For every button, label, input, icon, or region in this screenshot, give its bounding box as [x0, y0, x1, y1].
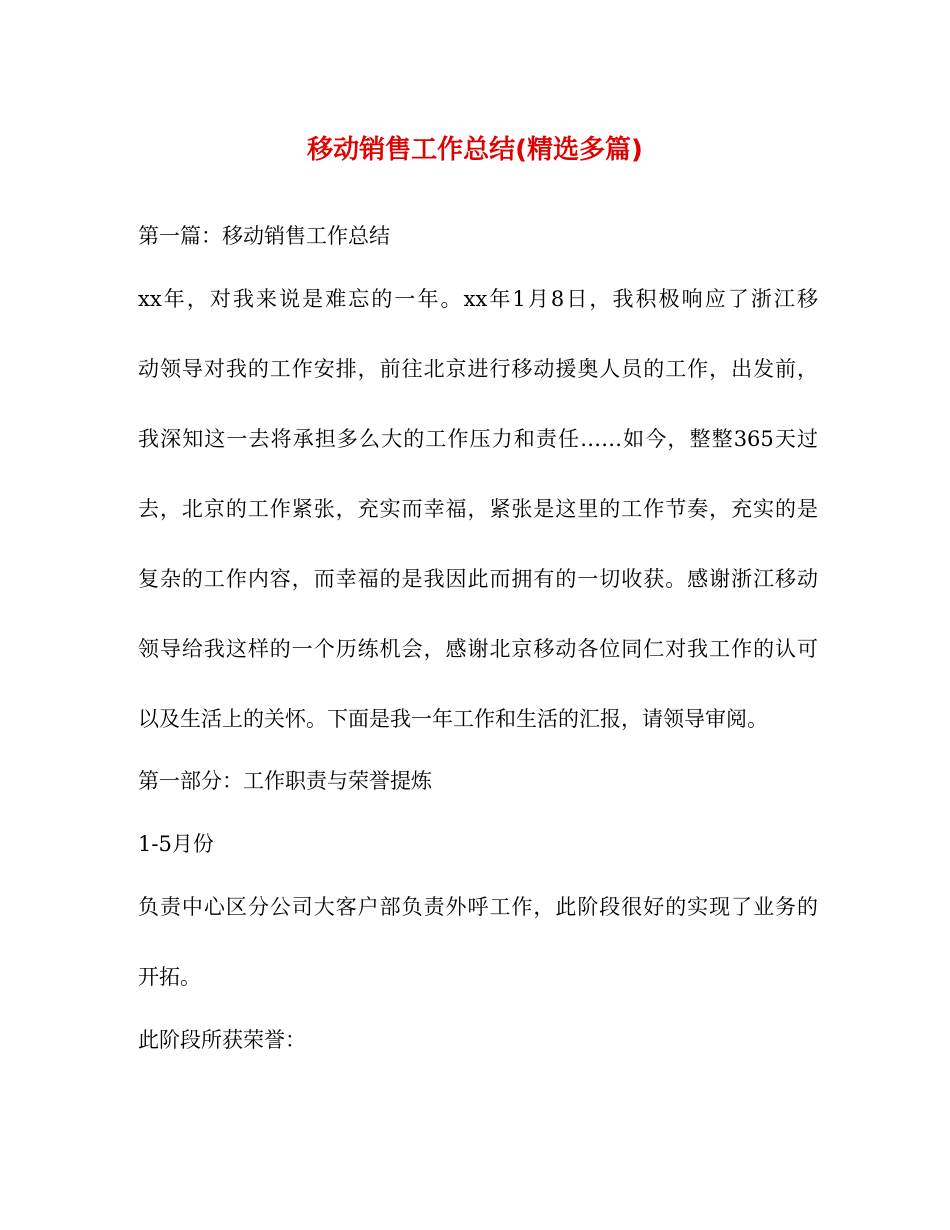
paragraph-line: 开拓。: [138, 965, 201, 989]
document-title: 移动销售工作总结(精选多篇): [307, 135, 643, 165]
paragraph-line: 动领导对我的工作安排，前往北京进行移动援奥人员的工作，出发前，: [138, 357, 818, 381]
paragraph-line: 此阶段所获荣誉：: [138, 1028, 306, 1052]
subsection-heading: 1-5月份: [138, 832, 214, 856]
section-heading: 第一部分：工作职责与荣誉提炼: [138, 769, 432, 793]
paragraph-line: 以及生活上的关怀。下面是我一年工作和生活的汇报，请领导审阅。: [138, 707, 768, 731]
section-heading: 第一篇：移动销售工作总结: [138, 224, 390, 248]
paragraph-line: 去，北京的工作紧张，充实而幸福，紧张是这里的工作节奏，充实的是: [138, 497, 818, 521]
paragraph-line: 负责中心区分公司大客户部负责外呼工作，此阶段很好的实现了业务的: [138, 895, 818, 919]
paragraph-line: 复杂的工作内容，而幸福的是我因此而拥有的一切收获。感谢浙江移动: [138, 567, 818, 591]
paragraph-line: 领导给我这样的一个历练机会，感谢北京移动各位同仁对我工作的认可: [138, 637, 818, 661]
paragraph-line: xx年，对我来说是难忘的一年。xx年1月8日，我积极响应了浙江移: [138, 287, 818, 311]
paragraph-line: 我深知这一去将承担多么大的工作压力和责任……如今，整整365天过: [138, 427, 818, 451]
